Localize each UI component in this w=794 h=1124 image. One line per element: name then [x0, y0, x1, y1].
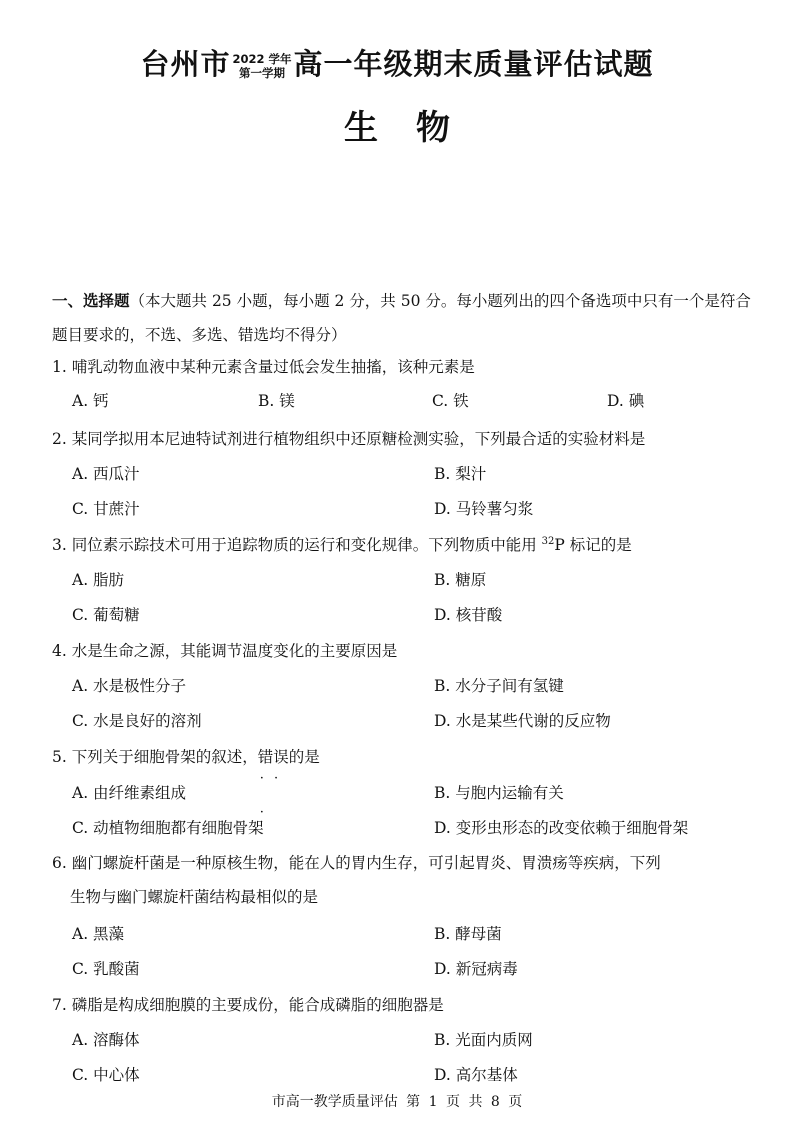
option-c: C. 水是良好的溶剂	[72, 712, 202, 730]
question-4-stem: 4. 水是生命之源，其能调节温度变化的主要原因是	[52, 642, 398, 660]
option-a: A. 钙	[72, 392, 109, 410]
options-row	[72, 563, 752, 598]
options-row	[72, 492, 752, 527]
options-row	[72, 811, 752, 846]
title-year: 2022 学年	[232, 52, 292, 66]
isotope-mass-number: 32	[541, 535, 555, 547]
option-c: C. 铁	[432, 392, 469, 410]
question-6-options	[72, 917, 752, 987]
title-term-stack	[232, 52, 291, 80]
section-instructions-text: （本大题共 25 小题，每小题 2 分，共 50 分。每小题列出的四个备选项中只有一个是符合题目要求的，不选、多选、错选均不得分）	[52, 292, 751, 344]
option-d: D. 高尔基体	[434, 1066, 518, 1084]
option-c: C. 中心体	[72, 1066, 140, 1084]
page-footer: 市高一教学质量评估 第 1 页 共 8 页	[271, 1094, 523, 1110]
options-row	[72, 669, 752, 704]
options-row	[72, 598, 752, 633]
question-5-stem-after: 的是	[288, 748, 320, 766]
question-3-stem-after: P 标记的是	[554, 536, 632, 554]
options-row	[72, 1058, 752, 1093]
question-3-stem	[52, 528, 752, 562]
options-row	[72, 776, 752, 811]
options-row	[72, 384, 752, 419]
emphasis-word: 错误 · · ·	[258, 748, 289, 766]
exam-title	[0, 44, 794, 84]
options-row	[72, 917, 752, 952]
options-row	[72, 457, 752, 492]
question-7-stem: 7. 磷脂是构成细胞膜的主要成份，能合成磷脂的细胞器是	[52, 996, 444, 1014]
option-a: A. 脂肪	[72, 571, 125, 589]
title-city: 台州市	[140, 47, 231, 81]
options-row	[72, 952, 752, 987]
title-rest: 高一年级期末质量评估试题	[293, 47, 654, 81]
section-instructions	[52, 284, 752, 352]
question-6-stem-line1: 6. 幽门螺旋杆菌是一种原核生物，能在人的胃内生存，可引起胃炎、胃溃疡等疾病，下列	[52, 854, 661, 872]
option-d: D. 新冠病毒	[434, 960, 518, 978]
option-b: B. 与胞内运输有关	[434, 784, 564, 802]
option-a: A. 水是极性分子	[72, 677, 187, 695]
question-2-options	[72, 457, 752, 527]
option-c: C. 乳酸菌	[72, 960, 140, 978]
option-b: B. 糖原	[434, 571, 487, 589]
question-5-stem	[52, 740, 752, 774]
question-5-options	[72, 776, 752, 846]
question-6-stem	[52, 846, 752, 914]
option-d: D. 核苷酸	[434, 606, 503, 624]
option-c: C. 动植物细胞都有细胞骨架	[72, 819, 264, 837]
option-c: C. 甘蔗汁	[72, 500, 140, 518]
option-b: B. 光面内质网	[434, 1031, 533, 1049]
option-b: B. 水分子间有氢键	[434, 677, 564, 695]
option-d: D. 变形虫形态的改变依赖于细胞骨架	[434, 819, 689, 837]
question-1-stem: 1. 哺乳动物血液中某种元素含量过低会发生抽搐，该种元素是	[52, 358, 475, 376]
option-b: B. 酵母菌	[434, 925, 502, 943]
question-2-stem: 2. 某同学拟用本尼迪特试剂进行植物组织中还原糖检测实验，下列最合适的实验材料是	[52, 430, 646, 448]
option-a: A. 溶酶体	[72, 1031, 140, 1049]
option-d: D. 马铃薯匀浆	[434, 500, 534, 518]
option-b: B. 梨汁	[434, 465, 487, 483]
question-7-options	[72, 1023, 752, 1093]
option-c: C. 葡萄糖	[72, 606, 140, 624]
question-4-options	[72, 669, 752, 739]
option-a: A. 由纤维素组成	[72, 784, 187, 802]
option-d: D. 水是某些代谢的反应物	[434, 712, 611, 730]
question-1-options	[72, 384, 752, 419]
option-d: D. 碘	[607, 392, 645, 410]
options-row	[72, 1023, 752, 1058]
section-heading: 一、选择题	[52, 292, 130, 310]
question-3-options	[72, 563, 752, 633]
subject-title: 生物	[344, 108, 488, 148]
options-row	[72, 704, 752, 739]
question-5-stem-before: 5. 下列关于细胞骨架的叙述，	[52, 748, 258, 766]
title-semester: 第一学期	[238, 66, 285, 80]
question-6-stem-line2: 生物与幽门螺旋杆菌结构最相似的是	[70, 888, 319, 906]
option-a: A. 西瓜汁	[72, 465, 140, 483]
option-a: A. 黑藻	[72, 925, 125, 943]
option-b: B. 镁	[258, 392, 295, 410]
question-3-stem-before: 3. 同位素示踪技术可用于追踪物质的运行和变化规律。下列物质中能用	[52, 536, 542, 554]
